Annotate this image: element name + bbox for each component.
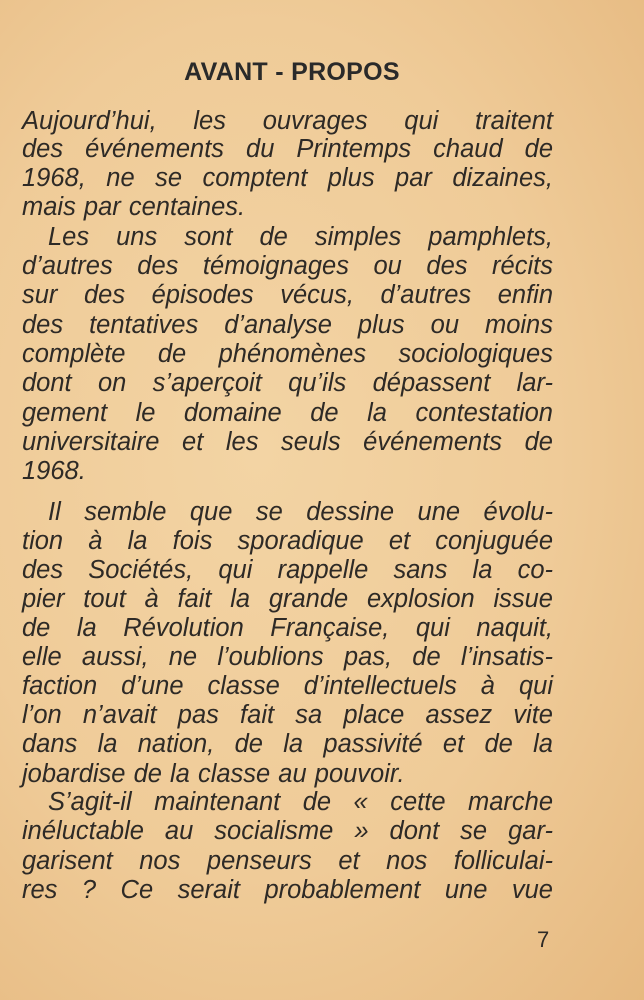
text-line: Les uns sont de simples pamphlets, bbox=[48, 223, 553, 251]
text-line: des Sociétés, qui rappelle sans la co- bbox=[22, 556, 553, 584]
text-line: complète de phénomènes sociologiques bbox=[22, 340, 553, 368]
text-line: Aujourd’hui, les ouvrages qui traitent bbox=[22, 107, 553, 135]
text-line: 1968. bbox=[22, 457, 86, 485]
text-line: des tentatives d’analyse plus ou moins bbox=[22, 311, 553, 339]
text-line: mais par centaines. bbox=[22, 193, 246, 221]
text-line: garisent nos penseurs et nos folliculai- bbox=[22, 847, 553, 875]
text-line: pier tout à fait la grande explosion issue bbox=[22, 585, 553, 613]
page-number: 7 bbox=[537, 927, 550, 952]
text-line: faction d’une classe d’intellectuels à qui bbox=[22, 672, 553, 700]
text-line: elle aussi, ne l’oublions pas, de l’insatis- bbox=[22, 643, 553, 671]
text-line: des événements du Printemps chaud de bbox=[22, 135, 553, 163]
text-line: inéluctable au socialisme » dont se gar- bbox=[22, 817, 553, 845]
text-line: universitaire et les seuls événements de bbox=[22, 428, 553, 456]
text-line: l’on n’avait pas fait sa place assez vite bbox=[22, 701, 553, 729]
text-line: de la Révolution Française, qui naquit, bbox=[22, 614, 553, 642]
text-line: S’agit-il maintenant de « cette marche bbox=[48, 788, 553, 816]
page-title: AVANT - PROPOS bbox=[184, 58, 400, 86]
text-line: sur des épisodes vécus, d’autres enfin bbox=[22, 281, 553, 309]
text-line: 1968, ne se comptent plus par dizaines, bbox=[22, 164, 553, 192]
text-line: dans la nation, de la passivité et de la bbox=[22, 730, 553, 758]
text-line: d’autres des témoignages ou des récits bbox=[22, 252, 553, 280]
text-line: jobardise de la classe au pouvoir. bbox=[22, 760, 405, 788]
text-line: dont on s’aperçoit qu’ils dépassent lar- bbox=[22, 369, 553, 397]
text-line: res ? Ce serait probablement une vue bbox=[22, 876, 553, 904]
text-line: Il semble que se dessine une évolu- bbox=[48, 498, 553, 526]
text-line: tion à la fois sporadique et conjuguée bbox=[22, 527, 553, 555]
text-line: gement le domaine de la contestation bbox=[22, 399, 553, 427]
